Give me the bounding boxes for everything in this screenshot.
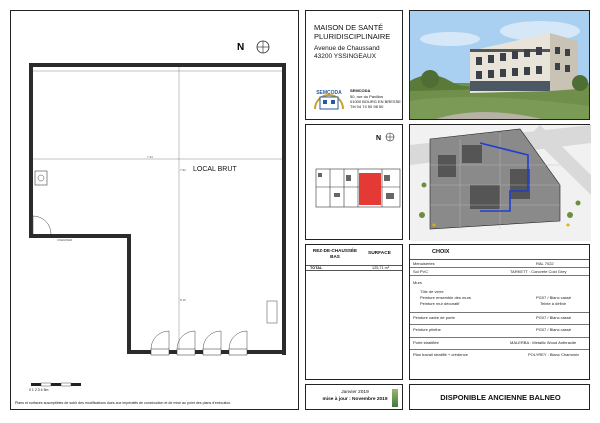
- svg-text:7.92: 7.92: [180, 168, 186, 172]
- choix-row-label: Peinture cadre de porte: [413, 315, 455, 320]
- choix-row-label: Tôle de verre: [420, 289, 444, 294]
- choix-row-label: Peinture ensemble des murs: [420, 295, 471, 300]
- key-plan: [305, 124, 403, 240]
- choix-row-label: Sol PVC: [413, 269, 429, 274]
- choix-row-label: Peinture plinthe: [413, 327, 441, 332]
- svg-text:8.15: 8.15: [180, 298, 186, 302]
- choix-row-label: Plan travail stratifié + crédence: [413, 352, 468, 357]
- choix-table: [409, 244, 590, 380]
- surface-total-label: TOTAL: [310, 265, 323, 270]
- floor-plan-panel: [10, 10, 299, 410]
- compass-icon: [376, 133, 394, 142]
- date-created: Janvier 2019: [341, 390, 369, 395]
- site-plan: [409, 124, 590, 240]
- building-render: [409, 10, 590, 120]
- choix-row-value: Teinte à définir: [540, 301, 567, 306]
- project-title-line1: MAISON DE SANTÉ: [314, 23, 384, 32]
- choix-row-label: Murs: [413, 280, 422, 285]
- choix-row-label: Peinture mur décoratif: [420, 301, 460, 306]
- choix-row-label: Porte stratifiée: [413, 340, 439, 345]
- developer-address2: 01000 BOURG EN BRESSE: [350, 99, 401, 104]
- surface-col-surface: SURFACE: [368, 251, 391, 256]
- svg-text:CNEMOER: CNEMOER: [57, 238, 73, 242]
- scale-label: 0 1 2 3 4 5m: [29, 388, 49, 392]
- status-box: [409, 384, 590, 410]
- compass-icon: [237, 41, 269, 53]
- choix-row-value: POLYREY : Blanc Chamonix: [528, 352, 579, 357]
- choix-row-value: PG07 / Blanc cassé: [536, 295, 572, 300]
- choix-row-value: MALERBA : Metallic Wood Anthracite: [510, 340, 577, 345]
- developer-address1: 50, rue du Pavillon: [350, 94, 384, 99]
- svg-text:SEMCODA: SEMCODA: [316, 90, 342, 96]
- surface-total-value: 125,71 m²: [372, 265, 390, 270]
- choix-row-value: PG07 / Blanc cassé: [536, 327, 572, 332]
- surface-col-level: REZ-DE-CHAUSSÉE BAS: [312, 248, 358, 259]
- svg-text:N: N: [237, 42, 245, 53]
- address-line2: 43200 YSSINGEAUX: [314, 53, 377, 60]
- svg-text:7.44: 7.44: [147, 155, 153, 159]
- surface-table: [305, 244, 403, 380]
- highlighted-unit: [359, 173, 381, 205]
- choix-row-value: PG07 / Blanc cassé: [536, 315, 572, 320]
- project-title-line2: PLURIDISCIPLINAIRE: [314, 32, 391, 41]
- choix-row-value: RAL 7022: [536, 261, 554, 266]
- choix-row-value: TARKETT : Concrete Cold Grey: [510, 269, 567, 274]
- svg-text:N: N: [376, 135, 382, 142]
- room-label: LOCAL BRUT: [193, 166, 237, 173]
- developer-phone: Tél 04 74 50 98 50: [350, 104, 384, 109]
- date-updated: mise à jour : Novembre 2019: [322, 397, 388, 402]
- dates-box: [305, 384, 403, 410]
- title-panel: [305, 10, 403, 120]
- scale-bar: [31, 383, 81, 386]
- semcoda-logo: [312, 83, 346, 113]
- choix-row-label: Menuiseries: [413, 261, 435, 266]
- choix-title: CHOIX: [432, 249, 450, 255]
- plan-footnote: Plans et surfaces susceptibles de subir des modifications dues aux impératifs de construction et de mise au point des plans d'exécution.: [15, 401, 232, 405]
- address-line1: Avenue de Chaussand: [314, 45, 380, 52]
- floor-plan-drawing: [11, 11, 300, 411]
- color-swatch: [392, 389, 398, 407]
- status-text: DISPONIBLE ANCIENNE BALNEO: [440, 393, 561, 402]
- developer-name: SEMCODA: [350, 88, 371, 93]
